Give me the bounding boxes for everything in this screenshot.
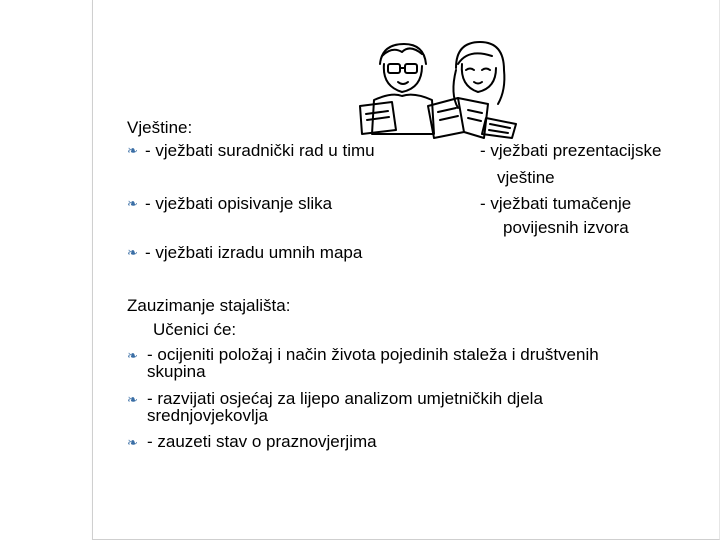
skill-text-right: povijesnih izvora [503,218,629,237]
list-item [127,345,707,381]
students-reading-book-icon [352,34,520,140]
list-item [127,432,707,451]
skill-text: - vježbati opisivanje slika [145,194,333,213]
skills-heading: Vještine: [127,118,193,137]
attitude-text-continued: skupina [147,362,206,381]
skill-text: - vježbati izradu umnih mapa [145,243,363,262]
skill-text-right: vještine [497,168,555,187]
list-item [127,243,362,263]
list-item [127,141,375,161]
skill-text-right: - vježbati prezentacijske [480,141,662,160]
decorative-bullet-icon: ❧ [127,245,138,260]
attitude-text: - ocijeniti položaj i način života pojedinih staleža i društvenih [147,345,599,364]
decorative-bullet-icon: ❧ [127,392,138,407]
attitude-text-continued: srednjovjekovlja [147,406,268,425]
attitudes-subheading: Učenici će: [153,320,237,339]
decorative-bullet-icon: ❧ [127,348,138,363]
decorative-bullet-icon: ❧ [127,196,138,211]
decorative-bullet-icon: ❧ [127,435,138,450]
skill-text-right: - vježbati tumačenje [480,194,632,213]
decorative-bullet-icon: ❧ [127,143,138,158]
skill-text: - vježbati suradnički rad u timu [145,141,375,160]
list-item [127,389,707,425]
attitude-text: - razvijati osjećaj za lijepo analizom umjetničkih djela [147,389,543,408]
attitudes-heading: Zauzimanje stajališta: [127,296,291,315]
list-item [127,194,332,214]
attitude-text: - zauzeti stav o praznovjerjima [147,432,377,451]
